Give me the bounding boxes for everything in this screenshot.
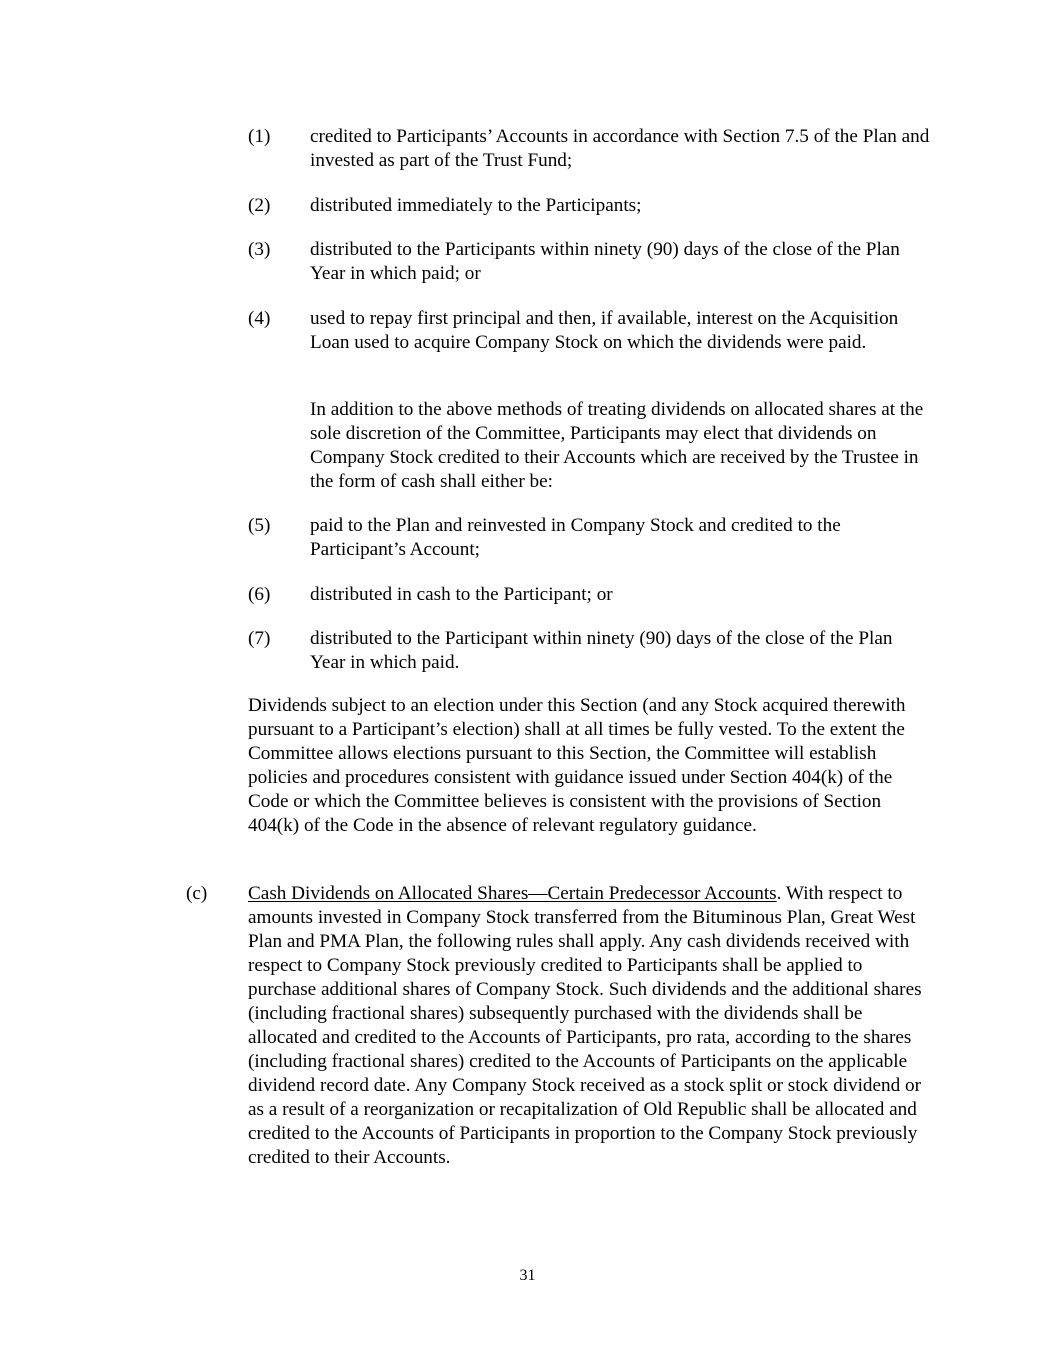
page-number: 31 bbox=[519, 1267, 536, 1284]
item-2-text: distributed immediately to the Participants; bbox=[310, 195, 642, 216]
section-c-heading: Cash Dividends on Allocated Shares—Certain Predecessor Accounts bbox=[248, 883, 777, 904]
item-6-label: (6) bbox=[248, 584, 271, 605]
item-1-text: credited to Participants’ Accounts in accordance with Section 7.5 of the Plan and invested as part of the Trust Fund; bbox=[310, 126, 930, 171]
item-6-text: distributed in cash to the Participant; or bbox=[310, 584, 613, 605]
dividends-paragraph: Dividends subject to an election under this Section (and any Stock acquired therewith pursuant to a Participant’s election) shall at all times be fully vested. To the extent the Committee allows elections pursuant to this Section, the Committee will establish policies and procedures consistent with guidance issued under Section 404(k) of the Code or which the Committee believes is consistent with the provisions of Section 404(k) of the Code in the absence of relevant regulatory guidance. bbox=[248, 695, 906, 836]
item-2-label: (2) bbox=[248, 195, 271, 216]
addition-paragraph: In addition to the above methods of treating dividends on allocated shares at the sole discretion of the Committee, Participants may elect that dividends on Company Stock credited to their Accounts which are received by the Trustee in the form of cash shall either be: bbox=[310, 399, 924, 492]
item-4-text: used to repay first principal and then, if available, interest on the Acquisition Loan used to acquire Company Stock on which the dividends were paid. bbox=[310, 308, 899, 353]
section-c-paragraph bbox=[248, 882, 930, 1170]
section-c-heading-period: . bbox=[776, 883, 782, 904]
item-4-label: (4) bbox=[248, 308, 271, 329]
item-5-text: paid to the Plan and reinvested in Company Stock and credited to the Participant’s Account; bbox=[310, 515, 841, 560]
item-7-label: (7) bbox=[248, 628, 271, 649]
item-1-label: (1) bbox=[248, 126, 271, 147]
item-3-text: distributed to the Participants within ninety (90) days of the close of the Plan Year in which paid; or bbox=[310, 239, 900, 284]
section-c-label: (c) bbox=[186, 883, 208, 904]
item-7-text: distributed to the Participant within ninety (90) days of the close of the Plan Year in which paid. bbox=[310, 628, 893, 673]
item-3-label: (3) bbox=[248, 239, 271, 260]
item-5-label: (5) bbox=[248, 515, 271, 536]
section-c-body: With respect to amounts invested in Company Stock transferred from the Bituminous Plan, Great West Plan and PMA Plan, the following rules shall apply. Any cash dividends received with respect to Company Stock previously credited to Participants shall be applied to purchase additional shares of Company Stock. Such dividends and the additional shares (including fractional shares) subsequently purchased with the dividends shall be allocated and credited to the Accounts of Participants, pro rata, according to the shares (including fractional shares) credited to the Accounts of Participants on the applicable dividend record date. Any Company Stock received as a stock split or stock dividend or as a result of a reorganization or recapitalization of Old Republic shall be allocated and credited to the Accounts of Participants in proportion to the Company Stock previously credited to their Accounts. bbox=[248, 883, 922, 1168]
